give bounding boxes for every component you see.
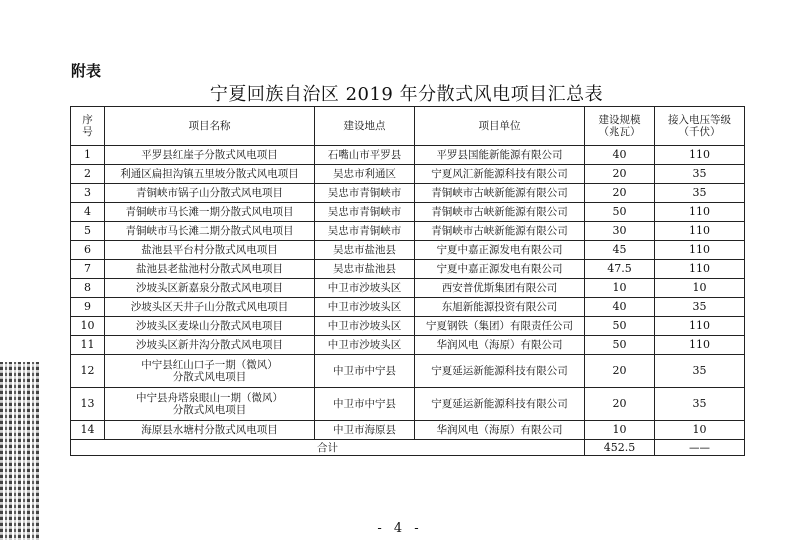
cell-location: 吴忠市盐池县: [315, 260, 415, 279]
table-row: [71, 165, 745, 184]
cell-location: 中卫市中宁县: [315, 355, 415, 388]
cell-location: 中卫市沙坡头区: [315, 279, 415, 298]
cell-no: 1: [71, 146, 105, 165]
header-no: 序号: [71, 107, 105, 146]
cell-scale: 45: [585, 241, 655, 260]
table-row: [71, 241, 745, 260]
cell-no: 6: [71, 241, 105, 260]
cell-project-name: [105, 355, 315, 388]
cell-no: 10: [71, 317, 105, 336]
cell-unit: 宁夏中嘉正源发电有限公司: [415, 260, 585, 279]
side-barcode-image: [0, 362, 40, 540]
cell-unit: 宁夏风汇新能源科技有限公司: [415, 165, 585, 184]
cell-voltage: 35: [655, 388, 745, 421]
cell-no: 14: [71, 421, 105, 440]
cell-voltage: 110: [655, 241, 745, 260]
cell-project-name: 青铜峡市锅子山分散式风电项目: [105, 184, 315, 203]
table-row: [71, 298, 745, 317]
cell-unit: 宁夏钢铁（集团）有限责任公司: [415, 317, 585, 336]
cell-no: 5: [71, 222, 105, 241]
cell-scale: 10: [585, 421, 655, 440]
project-name-line: 分散式风电项目: [172, 371, 247, 383]
cell-no: 2: [71, 165, 105, 184]
cell-voltage: 35: [655, 355, 745, 388]
project-name-line: 分散式风电项目: [172, 404, 247, 416]
project-name-line: 中宁县舟塔泉眼山一期（微风）: [136, 392, 283, 404]
cell-unit: 宁夏延运新能源科技有限公司: [415, 355, 585, 388]
cell-scale: 50: [585, 317, 655, 336]
cell-project-name: 沙坡头区新嘉泉分散式风电项目: [105, 279, 315, 298]
cell-scale: 20: [585, 184, 655, 203]
table-row: [71, 260, 745, 279]
table-row: [71, 355, 745, 388]
cell-voltage: 35: [655, 298, 745, 317]
cell-location: 中卫市中宁县: [315, 388, 415, 421]
header-project-name: 项目名称: [105, 107, 315, 146]
cell-no: 12: [71, 355, 105, 388]
cell-unit: 西安普优斯集团有限公司: [415, 279, 585, 298]
table-row: [71, 421, 745, 440]
cell-location: 石嘴山市平罗县: [315, 146, 415, 165]
appendix-label: 附表: [71, 62, 102, 80]
cell-location: 吴忠市青铜峡市: [315, 203, 415, 222]
table-row: [71, 279, 745, 298]
cell-voltage: 35: [655, 184, 745, 203]
table-total-row: [71, 440, 745, 456]
cell-scale: 50: [585, 336, 655, 355]
cell-project-name: 沙坡头区麦垛山分散式风电项目: [105, 317, 315, 336]
cell-unit: 华润风电（海原）有限公司: [415, 336, 585, 355]
cell-project-name: 海原县水塘村分散式风电项目: [105, 421, 315, 440]
cell-location: 吴忠市利通区: [315, 165, 415, 184]
cell-no: 3: [71, 184, 105, 203]
cell-location: 中卫市沙坡头区: [315, 336, 415, 355]
header-voltage: 接入电压等级（千伏）: [655, 107, 745, 146]
table-row: [71, 184, 745, 203]
cell-unit: 青铜峡市古峡新能源有限公司: [415, 203, 585, 222]
cell-scale: 40: [585, 146, 655, 165]
cell-scale: 30: [585, 222, 655, 241]
cell-project-name: [105, 388, 315, 421]
cell-scale: 50: [585, 203, 655, 222]
header-unit: 项目单位: [415, 107, 585, 146]
cell-unit: 青铜峡市古峡新能源有限公司: [415, 184, 585, 203]
cell-no: 13: [71, 388, 105, 421]
cell-location: 吴忠市青铜峡市: [315, 222, 415, 241]
cell-no: 8: [71, 279, 105, 298]
cell-no: 9: [71, 298, 105, 317]
cell-unit: 宁夏中嘉正源发电有限公司: [415, 241, 585, 260]
cell-project-name: 青铜峡市马长滩一期分散式风电项目: [105, 203, 315, 222]
project-name-line: 中宁县红山口子一期（微风）: [141, 359, 278, 371]
cell-scale: 47.5: [585, 260, 655, 279]
cell-scale: 20: [585, 355, 655, 388]
cell-project-name: 平罗县红崖子分散式风电项目: [105, 146, 315, 165]
cell-project-name: 沙坡头区天井子山分散式风电项目: [105, 298, 315, 317]
cell-voltage: 110: [655, 203, 745, 222]
cell-voltage: 110: [655, 260, 745, 279]
cell-project-name: 盐池县老盐池村分散式风电项目: [105, 260, 315, 279]
header-location: 建设地点: [315, 107, 415, 146]
cell-scale: 10: [585, 279, 655, 298]
cell-no: 7: [71, 260, 105, 279]
cell-voltage: 110: [655, 336, 745, 355]
page-number: - 4 -: [377, 521, 423, 536]
cell-no: 11: [71, 336, 105, 355]
cell-voltage: 10: [655, 421, 745, 440]
cell-scale: 20: [585, 388, 655, 421]
cell-location: 吴忠市青铜峡市: [315, 184, 415, 203]
cell-project-name: 青铜峡市马长滩二期分散式风电项目: [105, 222, 315, 241]
table-row: [71, 203, 745, 222]
table-row: [71, 388, 745, 421]
cell-unit: 平罗县国能新能源有限公司: [415, 146, 585, 165]
header-scale: 建设规模（兆瓦）: [585, 107, 655, 146]
total-voltage: ——: [655, 440, 745, 456]
cell-location: 中卫市沙坡头区: [315, 298, 415, 317]
cell-no: 4: [71, 203, 105, 222]
cell-scale: 20: [585, 165, 655, 184]
cell-unit: 东旭新能源投资有限公司: [415, 298, 585, 317]
cell-voltage: 35: [655, 165, 745, 184]
cell-project-name: 盐池县平台村分散式风电项目: [105, 241, 315, 260]
project-summary-table: [70, 106, 745, 456]
table-row: [71, 317, 745, 336]
cell-project-name: 利通区扁担沟镇五里坡分散式风电项目: [105, 165, 315, 184]
table-row: [71, 336, 745, 355]
cell-location: 中卫市沙坡头区: [315, 317, 415, 336]
cell-unit: 宁夏延运新能源科技有限公司: [415, 388, 585, 421]
cell-unit: 华润风电（海原）有限公司: [415, 421, 585, 440]
table-row: [71, 222, 745, 241]
cell-unit: 青铜峡市古峡新能源有限公司: [415, 222, 585, 241]
cell-location: 吴忠市盐池县: [315, 241, 415, 260]
cell-location: 中卫市海原县: [315, 421, 415, 440]
table-row: [71, 146, 745, 165]
cell-scale: 40: [585, 298, 655, 317]
total-scale: 452.5: [585, 440, 655, 456]
cell-project-name: 沙坡头区新井沟分散式风电项目: [105, 336, 315, 355]
cell-voltage: 110: [655, 146, 745, 165]
cell-voltage: 110: [655, 222, 745, 241]
document-title: 宁夏回族自治区 2019 年分散式风电项目汇总表: [209, 84, 604, 105]
table-header-row: [71, 107, 745, 146]
cell-voltage: 110: [655, 317, 745, 336]
cell-voltage: 10: [655, 279, 745, 298]
total-label: 合计: [71, 440, 585, 456]
